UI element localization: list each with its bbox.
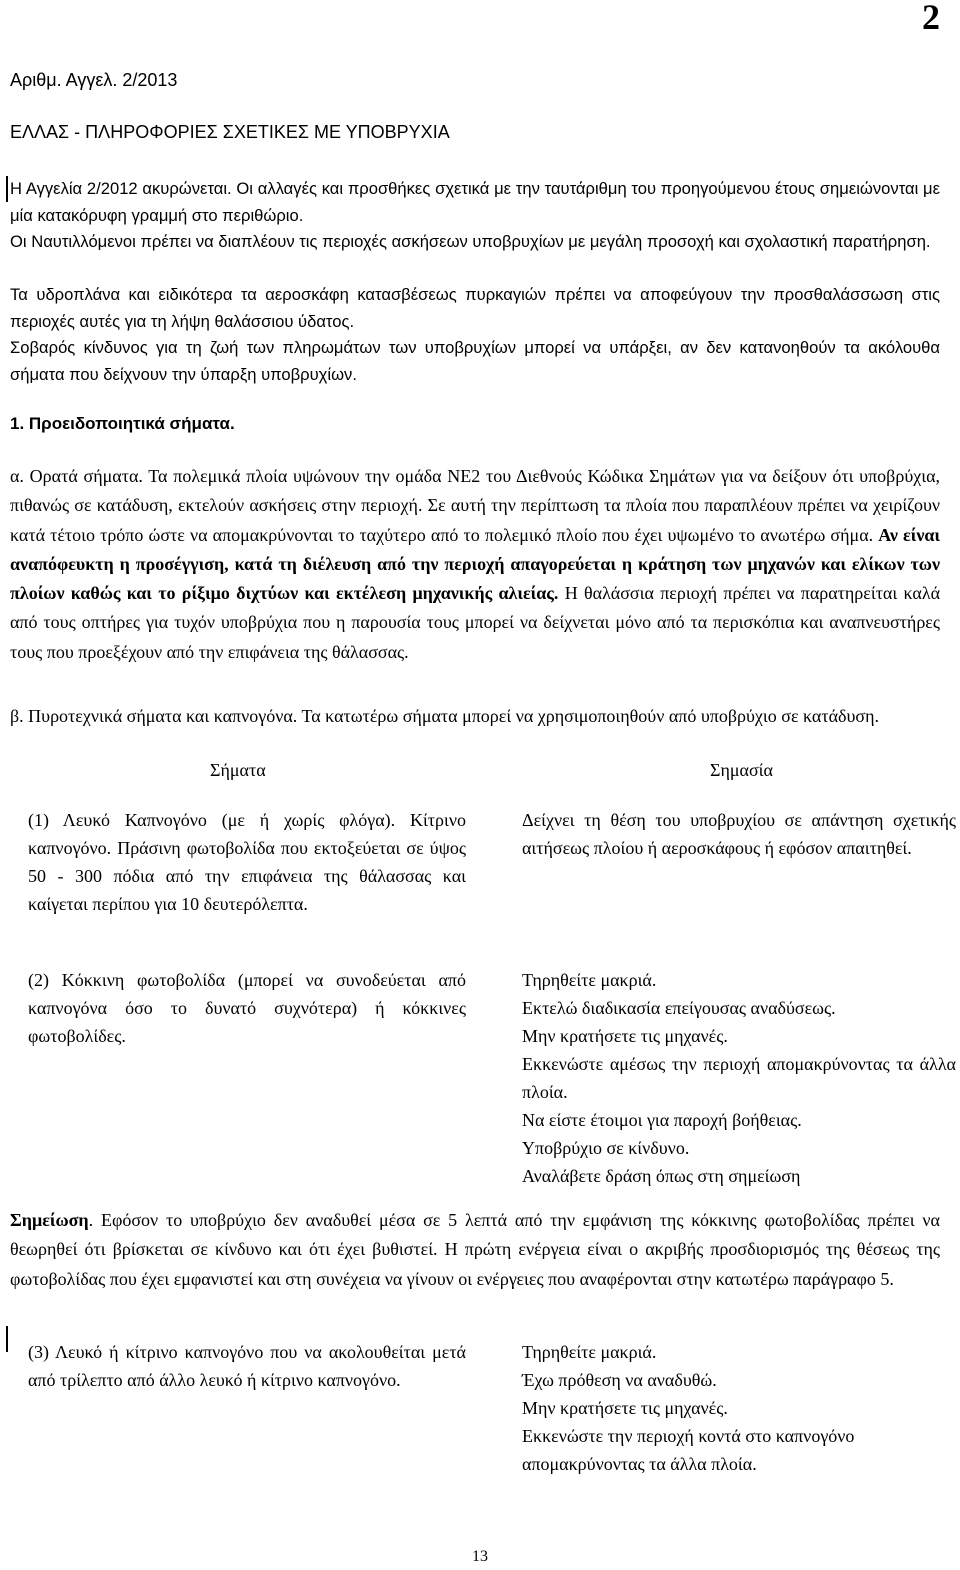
meaning-line: Τηρηθείτε μακριά.: [522, 970, 657, 990]
notice-number: Αριθμ. Αγγελ. 2/2013: [10, 70, 178, 90]
meaning-line: Μην κρατήσετε τις μηχανές.: [522, 1026, 728, 1046]
note-paragraph: Σημείωση. Εφόσον το υποβρύχιο δεν αναδυθεί μέσα σε 5 λεπτά από την εμφάνιση της κόκκινης φωτοβολίδας πρέπει να θεωρηθεί ότι βρίσκεται σε κίνδυνο και ότι έχει βυθιστεί. Η πρώτη ενέργεια είναι ο ακριβής προσδιορισμός της θέσεως της φωτοβολίδας που έχει εμφανιστεί και στη συνέχεια να γίνουν οι ενέργειες που αναφέρονται στην κατωτέρω παράγραφο 5.: [10, 1210, 940, 1289]
prohibition-text: Αν είναι αναπόφευκτη η προσέγγιση, κατά τη διέλευση από την περιοχή απαγορεύεται η κράτηση των μηχανών και ελίκων των πλοίων καθώς και το ρίξιμο διχτύων και εκτέλεση μηχανικής αλιείας.: [10, 524, 940, 604]
change-bar: [6, 176, 8, 202]
intro-paragraph-2: Οι Ναυτιλλόμενοι πρέπει να διαπλέουν τις περιοχές ασκήσεων υποβρυχίων με μεγάλη προσοχή και σχολαστική παρατήρηση.: [10, 232, 931, 251]
meaning-line: Αναλάβετε δράση όπως στη σημείωση: [522, 1166, 801, 1186]
signal-row-2: (2) Κόκκινη φωτοβολίδα (μπορεί να συνοδεύεται από καπνογόνα όσο το δυνατό συχνότερα) ή κόκκινες φωτοβολίδες.: [28, 970, 466, 1046]
meaning-line: Υποβρύχιο σε κίνδυνο.: [522, 1138, 690, 1158]
intro-paragraph-4: Σοβαρός κίνδυνος για τη ζωή των πληρωμάτων των υποβρυχίων μπορεί να υπάρξει, αν δεν κατανοηθούν τα ακόλουθα σήματα που δείχνουν την ύπαρξη υποβρυχίων.: [10, 338, 940, 384]
page-number: 2: [922, 0, 940, 37]
section-title: ΕΛΛΑΣ - ΠΛΗΡΟΦΟΡΙΕΣ ΣΧΕΤΙΚΕΣ ΜΕ ΥΠΟΒΡΥΧΙΑ: [10, 122, 450, 142]
meaning-line: Εκκενώστε αμέσως την περιοχή απομακρύνοντας τα άλλα πλοία.: [522, 1054, 956, 1102]
meaning-line: Εκτελώ διαδικασία επείγουσας αναδύσεως.: [522, 998, 836, 1018]
meaning-line: Μην κρατήσετε τις μηχανές.: [522, 1398, 728, 1418]
note-label: Σημείωση: [10, 1210, 89, 1230]
intro-paragraph-1: Η Αγγελία 2/2012 ακυρώνεται. Οι αλλαγές και προσθήκες σχετικά με την ταυτάριθμη του προηγούμενου έτους σημειώνονται με μία κατακόρυφη γραμμή στο περιθώριο.: [10, 179, 940, 225]
change-bar: [6, 1326, 8, 1352]
table-header-meaning: Σημασία: [710, 760, 773, 780]
meaning-line: Να είστε έτοιμοι για παροχή βοήθειας.: [522, 1110, 802, 1130]
meaning-row-3: [522, 1338, 956, 1478]
meaning-line: Έχω πρόθεση να αναδυθώ.: [522, 1370, 717, 1390]
footer-page-number: 13: [472, 1548, 488, 1565]
meaning-row-2: [522, 966, 956, 1190]
signal-row-1: (1) Λευκό Καπνογόνο (με ή χωρίς φλόγα). Κίτρινο καπνογόνο. Πράσινη φωτοβολίδα που εκτοξεύεται σε ύψος 50 - 300 πόδια από την επιφάνεια της θάλασσας και καίγεται περίπου για 10 δευτερόλεπτα.: [28, 810, 466, 914]
visual-signals-paragraph: α. Ορατά σήματα. Τα πολεμικά πλοία υψώνουν την ομάδα ΝΕ2 του Διεθνούς Κώδικα Σημάτων για να δείξουν ότι υποβρύχια, πιθανώς σε κατάδυση, εκτελούν ασκήσεις στην περιοχή. Σε αυτή την περίπτωση τα πλοία που παραπλέουν πρέπει να χειρίζουν κατά τέτοιο τρόπο ώστε να απομακρύνονται το ταχύτερο από το πολεμικό πλοίο που έχει υψωμένο το ανωτέρω σήμα. Αν είναι αναπόφευκτη η προσέγγιση, κατά τη διέλευση από την περιοχή απαγορεύεται η κράτηση των μηχανών και ελίκων των πλοίων καθώς και το ρίξιμο διχτύων και εκτέλεση μηχανικής αλιείας. Η θαλάσσια περιοχή πρέπει να παρατηρείται καλά από τους οπτήρες για τυχόν υποβρύχια που η παρουσία τους μπορεί να δείχνεται μόνο από τα περισκόπια και αναπνευστήρες τους που προεξέχουν από την επιφάνεια της θάλασσας.: [10, 466, 941, 662]
meaning-line: Εκκενώστε την περιοχή κοντά στο καπνογόνο απομακρύνοντας τα άλλα πλοία.: [522, 1426, 855, 1474]
signal-row-3: (3) Λευκό ή κίτρινο καπνογόνο που να ακολουθείται μετά από τρίλεπτο από άλλο λευκό ή κίτρινο καπνογόνο.: [28, 1342, 466, 1390]
visual-signals-label: α. Ορατά σήματα.: [10, 466, 143, 486]
table-header-signals: Σήματα: [210, 760, 266, 780]
meaning-row-1: Δείχνει τη θέση του υποβρυχίου σε απάντηση σχετικής αιτήσεως πλοίου ή αεροσκάφους ή εφόσον απαιτηθεί.: [522, 810, 956, 858]
meaning-line: Τηρηθείτε μακριά.: [522, 1342, 657, 1362]
heading-warning-signals: 1. Προειδοποιητικά σήματα.: [10, 414, 235, 433]
intro-paragraph-3: Τα υδροπλάνα και ειδικότερα τα αεροσκάφη κατασβέσεως πυρκαγιών πρέπει να αποφεύγουν την προσθαλάσσωση στις περιοχές αυτές για τη λήψη θαλάσσιου ύδατος.: [10, 285, 940, 331]
pyrotechnic-paragraph: β. Πυροτεχνικά σήματα και καπνογόνα. Τα κατωτέρω σήματα μπορεί να χρησιμοποιηθούν από υποβρύχιο σε κατάδυση.: [10, 706, 880, 726]
